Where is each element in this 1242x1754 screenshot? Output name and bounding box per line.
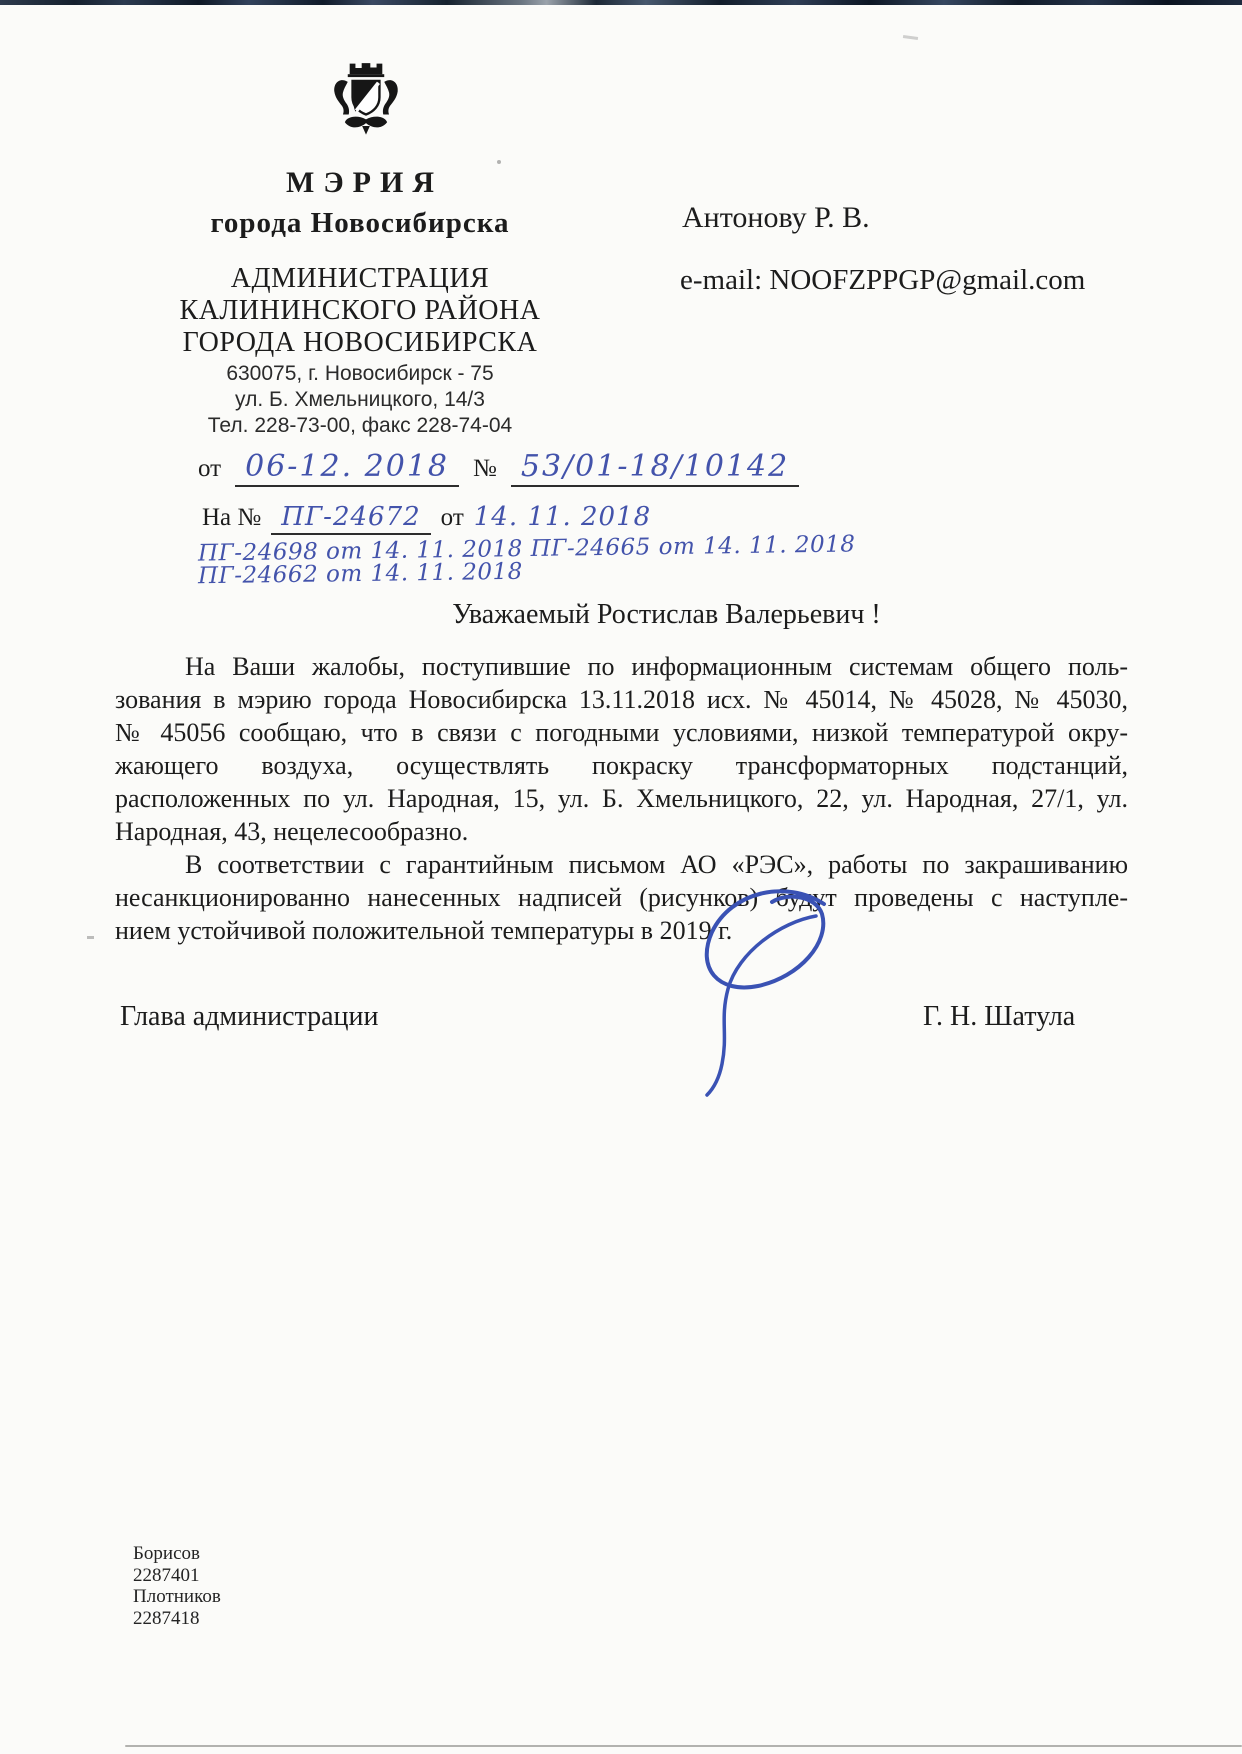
- executor-phone: 2287401: [133, 1564, 200, 1586]
- outgoing-number-handwritten: 53/01-18/10142: [511, 449, 799, 487]
- novosibirsk-coat-of-arms-icon: [318, 54, 414, 152]
- reply-number-handwritten: ПГ-24672: [271, 502, 430, 535]
- scan-speck: [497, 160, 501, 164]
- additional-reference-handwritten-line2: ПГ-24662 от 14. 11. 2018: [197, 558, 523, 590]
- scan-speck: [87, 936, 94, 939]
- address-line: ул. Б. Хмельницкого, 14/3: [235, 388, 485, 411]
- additional-reference-handwritten-line1: ПГ-24698 от 14. 11. 2018 ПГ-24665 от 14. 11. 2018: [197, 531, 856, 567]
- department-line: КАЛИНИНСКОГО РАЙОНА: [179, 295, 541, 326]
- outgoing-reference-line: [198, 449, 799, 487]
- department-line: АДМИНИСТРАЦИЯ: [230, 263, 490, 294]
- org-name-block: [130, 166, 590, 240]
- body-line: № 45056 сообщаю, что в связи с погодными условиями, низкой температурой окру-: [115, 718, 1128, 747]
- scan-speck: [903, 35, 918, 40]
- address-line: 630075, г. Новосибирск - 75: [226, 362, 494, 385]
- body-line: нием устойчивой положительной температуры в 2019 г.: [115, 916, 733, 945]
- outgoing-date-handwritten: 06-12. 2018: [235, 449, 459, 487]
- letter-body: [115, 650, 1128, 947]
- recipient-name: Антонову Р. В.: [682, 201, 870, 234]
- scan-edge-artifact: [0, 0, 1242, 5]
- body-line: расположенных по ул. Народная, 15, ул. Б. Хмельницкого, 22, ул. Народная, 27/1, ул.: [115, 784, 1128, 813]
- body-line: Народная, 43, нецелесообразно.: [115, 817, 469, 846]
- executor-phone: 2287418: [133, 1607, 200, 1629]
- executor-contacts: [133, 1543, 221, 1629]
- recipient-email: e-mail: NOOFZPPGP@gmail.com: [680, 264, 1086, 296]
- reply-from-label: от: [440, 504, 464, 531]
- scan-edge-artifact: [125, 1745, 1242, 1747]
- body-line: зования в мэрию города Новосибирска 13.11.2018 исх. № 45014, № 45028, № 45030,: [115, 685, 1128, 714]
- executor-name: Плотников: [133, 1586, 221, 1607]
- body-line: несанкционированно нанесенных надписей (рисунков) будут проведены с наступле-: [115, 883, 1128, 912]
- reply-reference-line: [202, 502, 651, 535]
- from-label: от: [198, 455, 222, 482]
- reply-date-handwritten: 14. 11. 2018: [473, 502, 652, 532]
- department-name-block: [105, 263, 615, 359]
- org-name-line2: города Новосибирска: [210, 207, 510, 239]
- body-paragraph-2: [115, 848, 1128, 947]
- address-line: Тел. 228-73-00, факс 228-74-04: [207, 414, 513, 437]
- body-paragraph-1: [115, 650, 1128, 848]
- signatory-position-title: Глава администрации: [120, 1001, 379, 1032]
- signatory-name: Г. Н. Шатула: [923, 1001, 1076, 1032]
- salutation: Уважаемый Ростислав Валерьевич !: [452, 599, 881, 630]
- department-line: ГОРОДА НОВОСИБИРСКА: [182, 327, 538, 358]
- body-line: В соответствии с гарантийным письмом АО «РЭС», работы по закрашиванию: [185, 850, 1128, 879]
- executor-name: Борисов: [133, 1543, 200, 1564]
- reply-label: На №: [202, 504, 262, 531]
- org-name-line1: МЭРИЯ: [286, 166, 443, 199]
- address-block: [130, 361, 590, 439]
- number-label: №: [473, 455, 497, 482]
- signature-scribble-icon: [676, 874, 858, 1110]
- body-line: жающего воздуха, осуществлять покраску трансформаторных подстанций,: [115, 751, 1128, 780]
- body-line: На Ваши жалобы, поступившие по информационным системам общего поль-: [185, 652, 1128, 681]
